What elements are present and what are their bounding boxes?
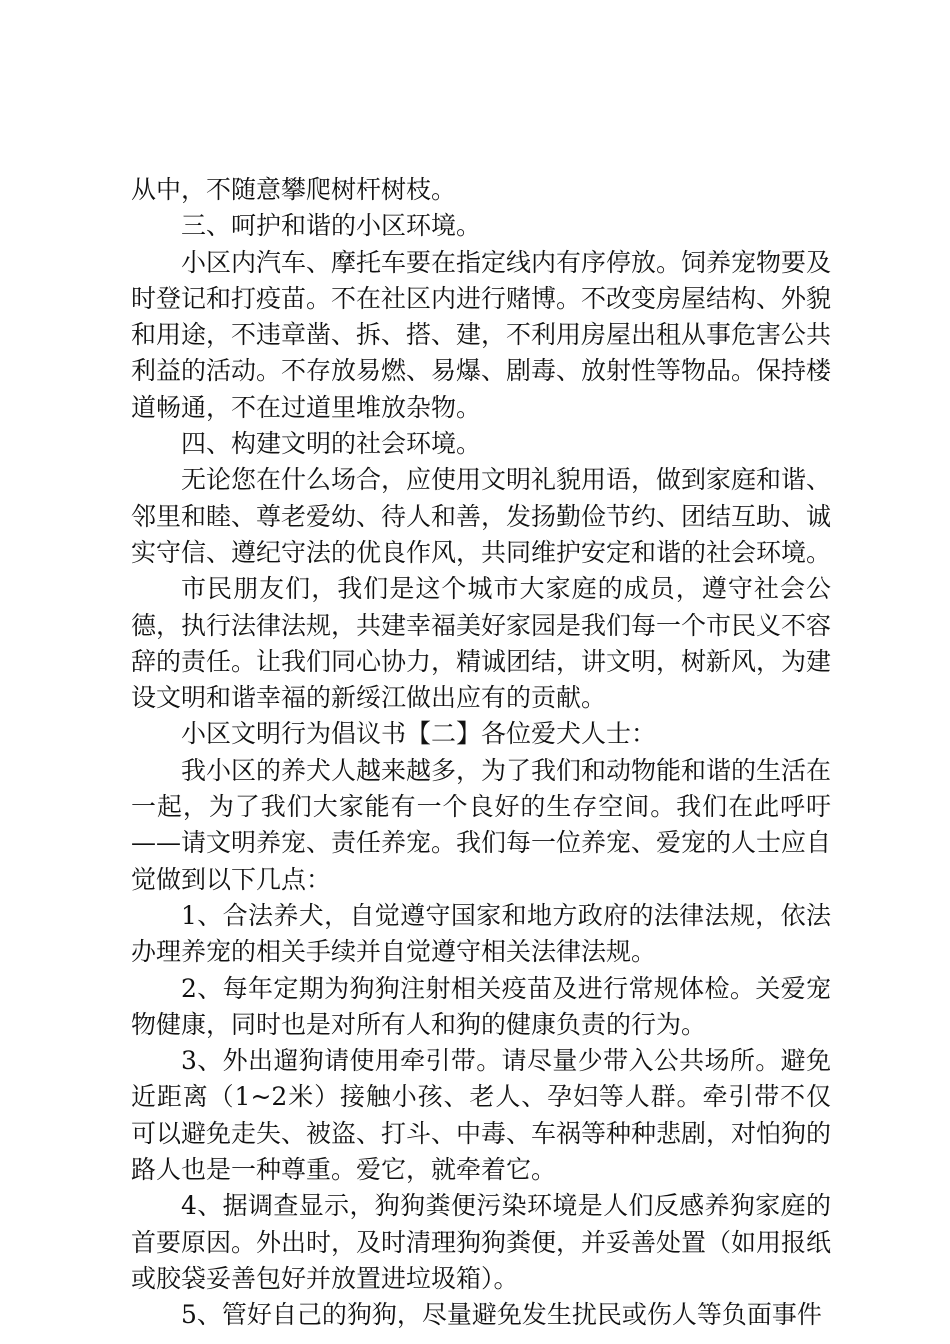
paragraph-social-environment: 无论您在什么场合，应使用文明礼貌用语，做到家庭和谐、邻里和睦、尊老爱幼、待人和善，发扬勤俭节约、团结互助、诚实守信、遵纪守法的优良作风，共同维护安定和谐的社会环境。 bbox=[131, 465, 832, 567]
list-item-5: 5、管好自己的狗狗，尽量避免发生扰民或伤人等负面事件 bbox=[181, 1300, 822, 1330]
list-item-4: 4、据调查显示，狗狗粪便污染环境是人们反感养狗家庭的首要原因。外出时，及时清理狗狗粪便，并妥善处置（如用报纸或胶袋妥善包好并放置进垃圾箱）。 bbox=[131, 1191, 832, 1293]
list-item-3: 3、外出遛狗请使用牵引带。请尽量少带入公共场所。避免近距离（1~2米）接触小孩、老人、孕妇等人群。牵引带不仅可以避免走失、被盗、打斗、中毒、车祸等种种悲剧，对怕狗的路人也是一种尊重。爱它，就牵着它。 bbox=[131, 1046, 832, 1185]
paragraph-citizens-call: 市民朋友们，我们是这个城市大家庭的成员，遵守社会公德，执行法律法规，共建幸福美好家园是我们每一个市民义不容辞的责任。让我们同心协力，精诚团结，讲文明，树新风，为建设文明和谐幸福的新绥江做出应有的贡献。 bbox=[131, 574, 832, 713]
section-heading-3: 三、呵护和谐的小区环境。 bbox=[181, 211, 482, 241]
section-heading-4: 四、构建文明的社会环境。 bbox=[181, 429, 482, 459]
proposal-2-heading: 小区文明行为倡议书【二】各位爱犬人士： bbox=[181, 719, 657, 749]
list-item-2: 2、每年定期为狗狗注射相关疫苗及进行常规体检。关爱宠物健康，同时也是对所有人和狗的健康负责的行为。 bbox=[131, 973, 831, 1039]
paragraph-pet-intro: 我小区的养犬人越来越多，为了我们和动物能和谐的生活在一起，为了我们大家能有一个良好的生存空间。我们在此呼吁——请文明养宠、责任养宠。我们每一位养宠、爱宠的人士应自觉做到以下几点： bbox=[131, 755, 832, 894]
list-item-1: 1、合法养犬，自觉遵守国家和地方政府的法律法规，依法办理养宠的相关手续并自觉遵守相关法律法规。 bbox=[131, 900, 831, 967]
document-body bbox=[131, 172, 831, 1334]
paragraph-continuation: 从中，不随意攀爬树杆树枝。 bbox=[131, 175, 457, 204]
paragraph-community-environment: 小区内汽车、摩托车要在指定线内有序停放。饲养宠物要及时登记和打疫苗。不在社区内进行赌博。不改变房屋结构、外貌和用途，不违章凿、拆、搭、建，不利用房屋出租从事危害公共利益的活动。不存放易燃、易爆、剧毒、放射性等物品。保持楼道畅通，不在过道里堆放杂物。 bbox=[131, 247, 832, 422]
